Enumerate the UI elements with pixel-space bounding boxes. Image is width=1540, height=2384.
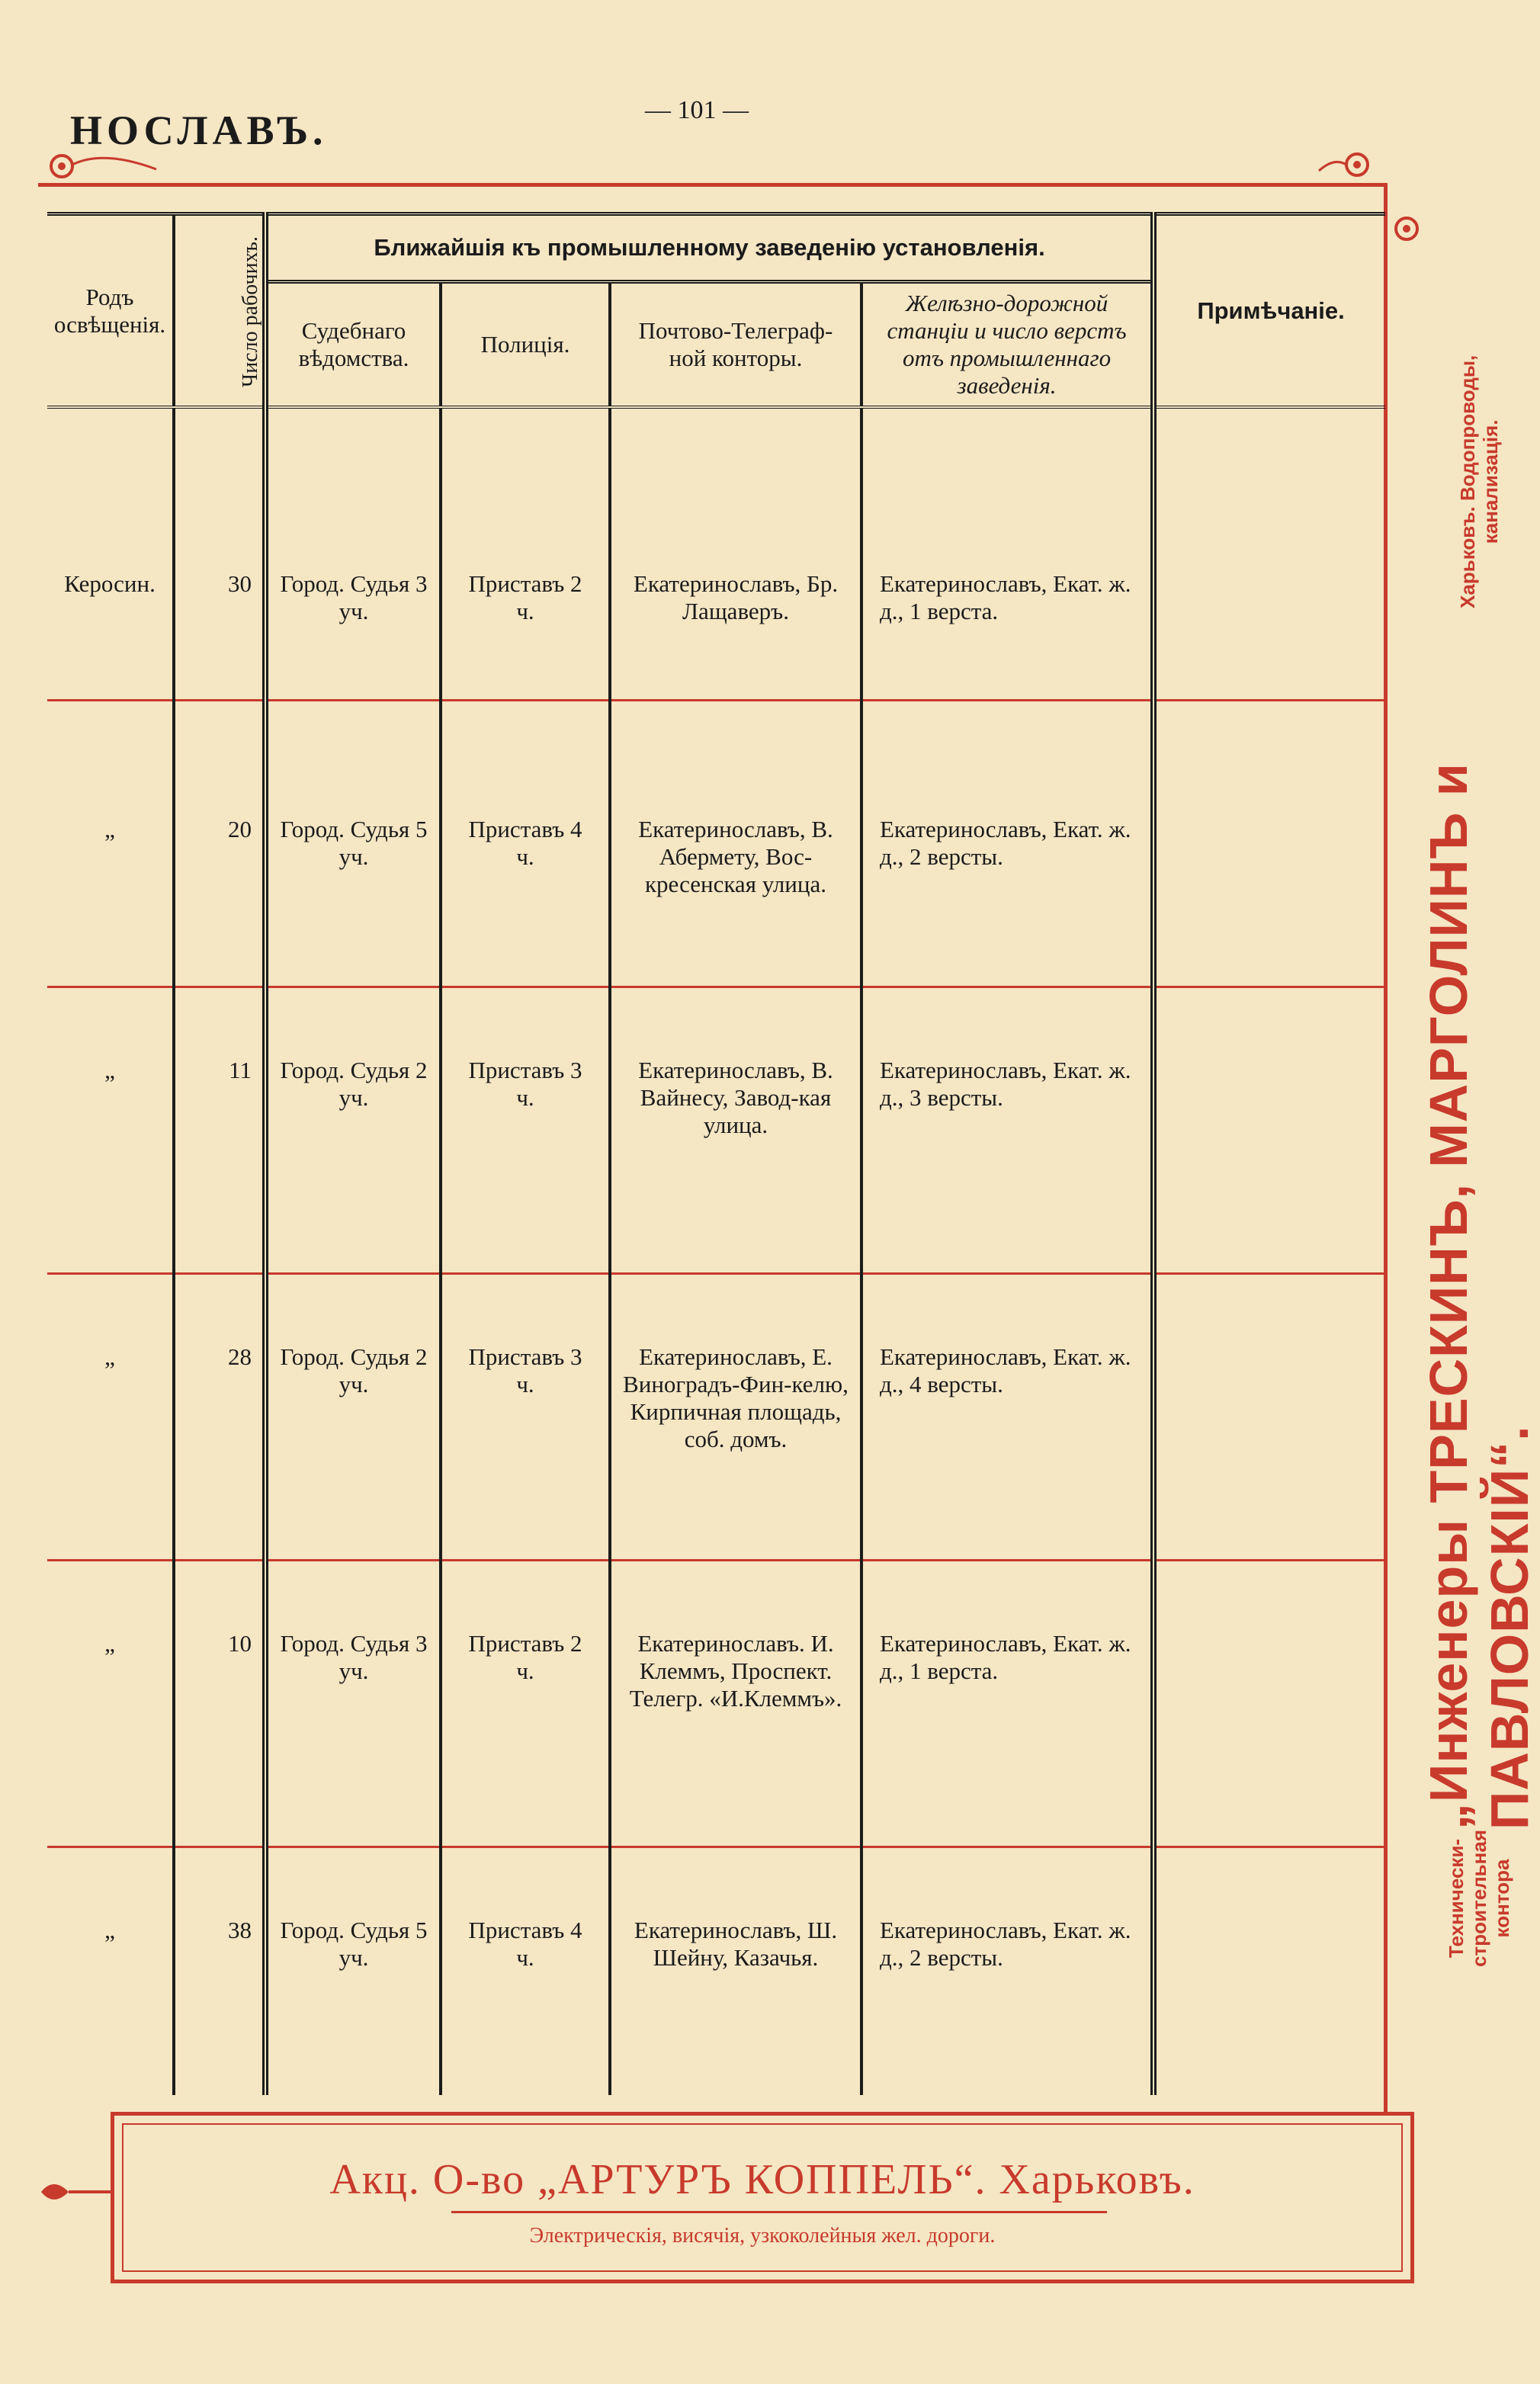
left-ornament-icon [42, 142, 164, 188]
header-workers-label: Число рабочихъ. [239, 236, 263, 387]
cell-police: Приставъ 2 ч. [441, 1560, 610, 1847]
cell-workers: 30 [174, 407, 265, 700]
cell-judicial: Город. Судья 5 уч. [265, 700, 441, 987]
cell-post: Екатеринославъ. И. Клеммъ, Проспект. Телегр. «И.Клеммъ». [610, 1560, 861, 1847]
cell-note [1153, 1273, 1385, 1560]
factory-table [47, 212, 1385, 2095]
cell-note [1153, 700, 1385, 987]
cell-workers: 11 [174, 987, 265, 1273]
cell-police: Приставъ 3 ч. [441, 1273, 610, 1560]
cell-note [1153, 1847, 1385, 2095]
bottom-ad-sub-text: Электрическія, висячія, узкоколейныя жел. дороги. [529, 2224, 996, 2248]
bottom-left-ornament-icon [38, 2169, 114, 2215]
side-ad-left-text: Технически-строительная контора [1445, 1830, 1513, 1967]
cell-railway: Екатеринославъ, Екат. ж. д., 1 верста. [861, 1560, 1153, 1847]
side-ad-main-text: „Инженеры ТРЕСКИНЪ, МАРГОЛИНЪ и ПАВЛОВСКІЙ“. [1419, 762, 1539, 1830]
cell-post: Екатеринославъ, В. Абермету, Вос-кресенская улица. [610, 700, 861, 987]
table-row [47, 1847, 1385, 2095]
cell-judicial: Город. Судья 2 уч. [265, 1273, 441, 1560]
bottom-ad-inner-frame [122, 2123, 1403, 2272]
top-rule [38, 183, 1388, 187]
bottom-advertisement [111, 2112, 1414, 2283]
header-police: Полиція. [441, 282, 610, 408]
header-lighting: Родъ освѣщенія. [47, 214, 174, 408]
cell-railway: Екатеринославъ, Екат. ж. д., 2 версты. [880, 1916, 1131, 1971]
header-post: Почтово-Телеграф-ной конторы. [610, 282, 861, 408]
table-row [47, 700, 1385, 987]
cell-note [1153, 1560, 1385, 1847]
cell-post: Екатеринославъ, Бр. Лащаверъ. [610, 407, 861, 700]
bottom-ad-main-text: Акц. О-во „АРТУРЪ КОППЕЛЬ“. Харьковъ. [329, 2156, 1195, 2203]
cell-judicial: Город. Судья 5 уч. [265, 1847, 441, 2095]
page-number: — 101 — [645, 96, 749, 124]
side-ad-right-text: Харьковъ. Водопроводы, канализація. [1456, 355, 1502, 608]
cell-judicial: Город. Судья 3 уч. [265, 1560, 441, 1847]
header-railway: Желѣзно-дорожной станціи и число верстъ отъ промышленнаго заведенія. [861, 282, 1153, 408]
table-row [47, 987, 1385, 1273]
cell-note [1153, 407, 1385, 700]
cell-workers: 10 [174, 1560, 265, 1847]
cell-police: Приставъ 4 ч. [441, 1847, 610, 2095]
cell-workers: 20 [174, 700, 265, 987]
right-ornament-icon [1311, 142, 1433, 188]
cell-lighting: „ [47, 1847, 174, 2095]
cell-police: Приставъ 3 ч. [441, 987, 610, 1273]
cell-lighting: „ [47, 700, 174, 987]
corner-ornament-icon [1384, 206, 1429, 252]
header-workers [174, 214, 265, 408]
cell-note [1153, 987, 1385, 1273]
cell-police: Приставъ 2 ч. [441, 407, 610, 700]
cell-railway: Екатеринославъ, Екат. ж. д., 3 версты. [861, 987, 1153, 1273]
header-note: Примѣчаніе. [1153, 214, 1385, 408]
cell-lighting: „ [47, 1273, 174, 1560]
cell-judicial: Город. Судья 3 уч. [265, 407, 441, 700]
cell-lighting: „ [47, 1560, 174, 1847]
cell-railway: Екатеринославъ, Екат. ж. д., 1 верста. [861, 407, 1153, 700]
cell-judicial: Город. Судья 2 уч. [265, 987, 441, 1273]
cell-lighting: Керосин. [47, 407, 174, 700]
cell-railway: Екатеринославъ, Екат. ж. д., 4 версты. [861, 1273, 1153, 1560]
table-row [47, 1560, 1385, 1847]
table-row [47, 407, 1385, 700]
side-advertisement [1418, 351, 1539, 1967]
cell-post: Екатеринославъ, Е. Виноградъ-Фин-келю, Кирпичная площадь, соб. домъ. [610, 1273, 861, 1560]
cell-workers: 28 [174, 1273, 265, 1560]
header-title: НОСЛАВЪ. [70, 107, 328, 153]
cell-post: Екатеринославъ, Ш. Шейну, Казачья. [610, 1847, 861, 2095]
bottom-ad-underline [451, 2211, 1107, 2213]
cell-lighting: „ [47, 987, 174, 1273]
header-judicial: Судебнаго вѣдомства. [265, 282, 441, 408]
cell-workers: 38 [174, 1847, 265, 2095]
header-group: Ближайшія къ промышленному заведенію установленія. [265, 214, 1153, 282]
cell-police: Приставъ 4 ч. [441, 700, 610, 987]
cell-post: Екатеринославъ, В. Вайнесу, Завод-кая улица. [610, 987, 861, 1273]
cell-railway: Екатеринославъ, Екат. ж. д., 2 версты. [861, 700, 1153, 987]
table-row [47, 1273, 1385, 1560]
